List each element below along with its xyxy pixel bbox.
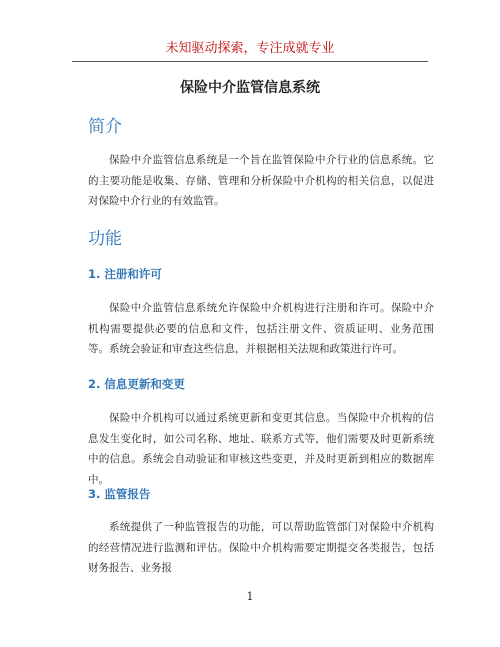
subheading-regulatory-report: 3. 监管报告 [88,487,151,501]
subheading-registration: 1. 注册和许可 [88,267,162,281]
subheading-info-update: 2. 信息更新和变更 [88,377,185,391]
page-number: 1 [246,590,254,603]
page-header [72,41,428,62]
section-heading-intro: 简介 [88,117,122,137]
registration-paragraph: 保险中介监管信息系统允许保险中介机构进行注册和许可。保险中介机构需要提供必要的信息和文件，包括注册文件、资质证明、业务范围等。系统会验证和审查这些信息，并根据相关法规和政策进行许可。 [88,302,434,355]
info-update-paragraph: 保险中介机构可以通过系统更新和变更其信息。当保险中介机构的信息发生变化时，如公司名称、地址、联系方式等，他们需要及时更新系统中的信息。系统会自动验证和审核这些变更，并及时更新到相应的数据库中。 [88,412,434,486]
document-title: 保险中介监管信息系统 [180,80,320,96]
regulatory-report-paragraph: 系统提供了一种监管报告的功能，可以帮助监管部门对保险中介机构的经营情况进行监测和评估。保险中介机构需要定期提交各类报告，包括财务报告、业务报 [88,521,434,574]
header-slogan: 未知驱动探索，专注成就专业 [165,41,335,56]
intro-paragraph: 保险中介监管信息系统是一个旨在监管保险中介行业的信息系统。它的主要功能是收集、存储、管理和分析保险中介机构的相关信息，以促进对保险中介行业的有效监管。 [88,154,434,207]
section-heading-features: 功能 [88,229,122,249]
